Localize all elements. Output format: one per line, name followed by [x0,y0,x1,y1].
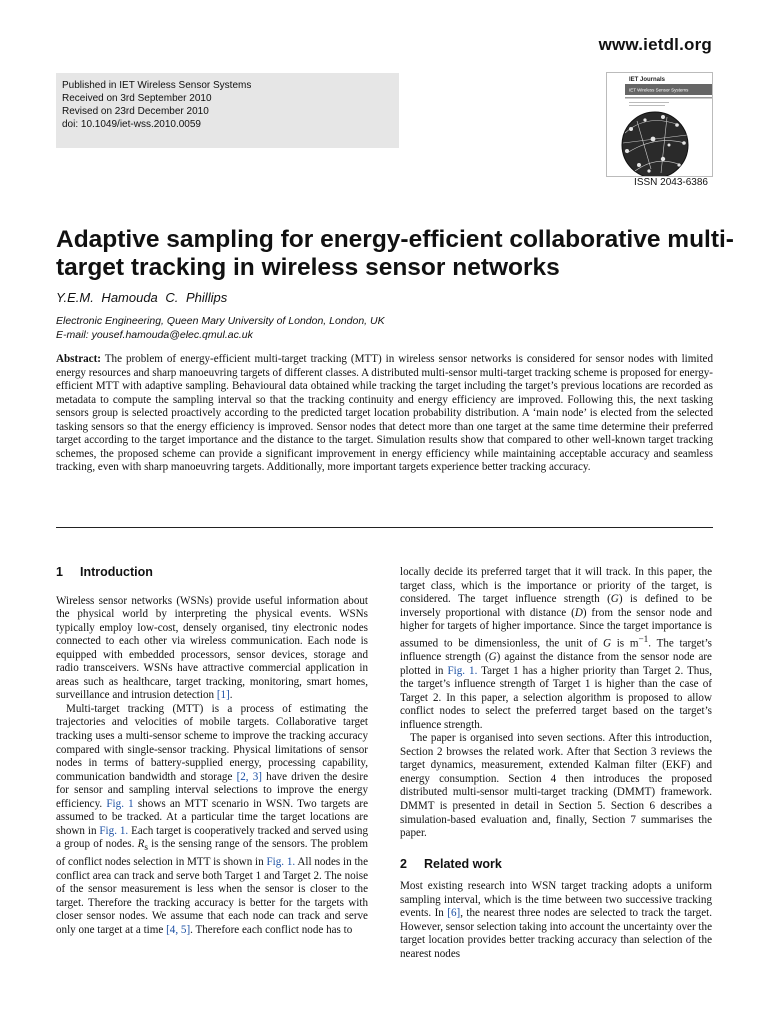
doi: doi: 10.1049/iet-wss.2010.0059 [62,119,201,130]
abstract-divider [56,527,713,528]
citation-link[interactable]: [4, [166,923,179,936]
section-number: 2 [400,856,407,871]
citation-link[interactable]: [6] [447,907,461,920]
related-paragraph-1: Most existing research into WSN target tracking adopts a uniform sampling interval, which is the time between two successive tracking events. In [6], the nearest three nodes are selected to track the target. However, sensor selection taking into account the uncertainty over the target location provides better tracking accuracy than selection of the nearest nodes [400,880,712,960]
figure-link[interactable]: Fig. 1 [106,797,134,810]
right-column [400,566,712,961]
section-heading-introduction [56,566,368,580]
left-column [56,566,368,937]
publication-info-box [56,73,399,148]
journal-cover-image [606,72,713,177]
section-number: 1 [56,565,63,579]
issn: ISSN 2043-6386 [634,177,708,188]
affiliation-block [56,314,385,342]
affiliation: Electronic Engineering, Queen Mary University of London, London, UK [56,315,385,327]
intro-paragraph-1: Wireless sensor networks (WSNs) provide useful information about the physical world by interpreting the physical events. WSNs typically employ low-cost, densely organised, tiny electronic nodes connected to each other via wireless communication. Each node is equipped with embedded processors, sensor devices, storage and radio transceivers. WSNs have attractive commercial application in areas such as healthcare, target tracking, monitoring, smart homes, surveillance and intrusion detection [1]. [56,594,368,702]
article-title: Adaptive sampling for energy-efficient collaborative multi-target tracking in wireless sensor networks [56,226,734,281]
revised-date: Revised on 23rd December 2010 [62,106,209,117]
abstract [56,353,713,475]
cover-brand: IET Journals [629,77,666,83]
intro-paragraph-2: Multi-target tracking (MTT) is a process of estimating the trajectories and velocities of mobile targets. Collaborative target tracking uses a multi-sensor scheme to improve the tracking accuracy compared with single-sensor tracking. Physical limitations of sensor nodes in terms of battery-supplied energy, processing capability, communication bandwidth and storage [2, 3] have driven the desire for sensor and sampling interval selections to improve the energy efficiency. Fig. 1 shows an MTT scenario in WSN. Two targets are assumed to be tracked. At a particular time the target locations are shown in Fig. 1. Each target is cooperatively tracked and served using a group of nodes. $R_s$ is the sensing range of the sensors. The problem of conflict nodes selection in MTT is shown in Fig. 1. All nodes in the conflict area can track and serve both Target 1 and Target 2. The noise of the sensor measurement is less when the sensor is closer to the target. Therefore the tracking accuracy is better for the targets with closer sensor nodes. We assume that each node can track and serve only one target at a time [4, 5]. Therefore each conflict node has to [56,702,368,936]
figure-link[interactable]: Fig. 1. [266,856,296,869]
citation-link[interactable]: [2, [236,770,249,783]
journal-website: www.ietdl.org [598,35,712,54]
intro-paragraph-3: locally decide its preferred target that it will track. In this paper, the target class, which is the importance or priority of the target, is considered. The target influence strength (G) is defined to be inversely proportional with distance (D) from the sensor node and higher for targets of higher importance. Since the target importance is assumed to be dimensionless, the unit of G is $m^{-1}$. The target’s influence strength (G) against the distance from the sensor node are plotted in Fig. 1. Target 1 has a higher priority than Target 2. Thus, the target’s influence strength of Target 1 is higher than the case of Target 2. In this paper, a selection algorithm is proposed to allow conflict nodes to select the preferred target based on the target’s influence strength. [400,566,712,731]
section-heading-related-work [400,858,712,872]
figure-link[interactable]: Fig. 1. [447,664,478,677]
journal-cover-graphic [607,73,713,177]
citation-link[interactable]: [1] [216,689,230,702]
cover-title: IET Wireless Sensor Systems [629,87,689,93]
published-in: Published in IET Wireless Sensor Systems [62,80,252,91]
abstract-text: The problem of energy-efficient multi-target tracking (MTT) in wireless sensor networks is considered for sensor nodes with limited energy resources and sharp manoeuvring targets of different classes. A distributed multi-sensor multi-target tracking scheme is proposed for energy-efficient MTT with adaptive sampling. Behavioural data obtained while tracking the target including the target’s previous locations are recorded as metadata to compute the sampling interval so that the tracking continuity and energy efficiency are improved. Following this, the next tasking sensors group is selected proactively according to the predicted target location probability distribution. A ‘main node’ is elected from the selected tasking sensors so that the energy efficiency is improved. Sensor nodes that detect more than one target at the same time determine their preferred target according to the target importance and the distance to the target. Simulation results show that compared to other well-known target tracking schemes, the proposed scheme can provide a significant improvement in energy efficiency while maintaining acceptable accuracy and seamless tracking, even with sharp manoeuvring targets. Additionally, more important targets experience better tracking accuracy. [56,353,713,474]
figure-link[interactable]: Fig. 1. [99,824,129,837]
citation-link[interactable]: 5] [180,923,191,936]
abstract-label: Abstract: [56,353,101,365]
author-email: E-mail: yousef.hamouda@elec.qmul.ac.uk [56,329,253,341]
authors: Y.E.M. Hamouda C. Phillips [56,290,228,305]
section-title: Introduction [80,565,153,579]
section-title: Related work [424,856,502,871]
citation-link[interactable]: 3] [252,770,262,783]
intro-paragraph-4: The paper is organised into seven sections. After this introduction, Section 2 browses the related work. After that Section 3 reviews the target dynamics, measurement, extended Kalman filter (EKF) and energy consumption. Section 4 then introduces the proposed distributed multi-sensor multi-target tracking (DMMT) framework. DMMT is presented in detail in Section 5. Section 6 describes a simulation-based evaluation and, finally, Section 7 summarises the paper. [400,732,712,840]
received-date: Received on 3rd September 2010 [62,93,212,104]
